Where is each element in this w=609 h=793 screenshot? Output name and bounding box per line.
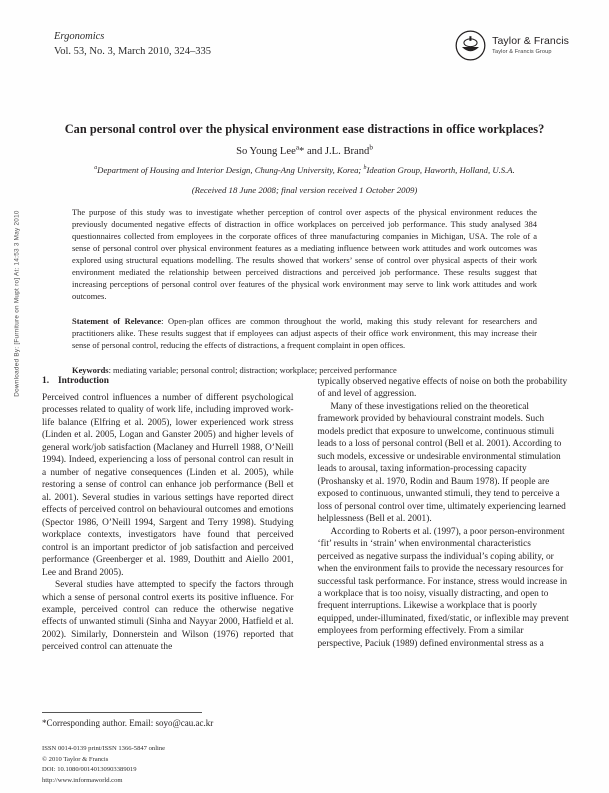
received-dates: (Received 18 June 2008; final version received 1 October 2009): [191, 184, 418, 195]
journal-masthead: [54, 30, 211, 59]
body-column-right: [318, 376, 570, 706]
publisher-name: Taylor & Francis: [492, 34, 569, 47]
copyright-line: © 2010 Taylor & Francis: [42, 755, 109, 763]
author-conjunction: and: [304, 145, 325, 157]
imprint-block: [42, 744, 165, 786]
download-stamp: Downloaded By: [Furniture on Mupt ro] At: 14:53 3 May 2010: [13, 210, 21, 397]
corresponding-author-marker: *: [299, 145, 305, 157]
journal-issue-line: Vol. 53, No. 3, March 2010, 324–335: [54, 46, 212, 58]
keywords: [72, 364, 537, 376]
statement-of-relevance-label: Statement of Relevance: [72, 316, 162, 326]
section-heading-introduction: [42, 376, 294, 386]
affiliation-list: [42, 164, 567, 176]
doi-line: DOI: 10.1080/00140130903389019: [42, 766, 137, 774]
paragraph: According to Roberts et al. (1997), a poor person-environment ‘fit’ results in ‘strain’ when environmental characteristics perceived as negative surpass the individual’s coping ability, or when the environment fails to provide the necessary resources for successful task performance. For instance, stress would increase in a workplace that is too noisy, visually distracting, and open to frequent interruptions. Likewise a workplace that is poorly equipped, under-illuminated, fixed/static, or inflexible may prevent employees from performing effectively. From a similar perspective, Paciuk (1989) defined environmental stress as a: [317, 526, 569, 649]
publisher-group: Taylor & Francis Group: [492, 48, 552, 55]
publisher-logo: [455, 30, 569, 61]
affiliation-a: Department of Housing and Interior Design, Chung-Ang University, Korea;: [97, 164, 364, 175]
taylor-francis-emblem-icon: [455, 30, 486, 61]
affiliation-b: Ideation Group, Haworth, Holland, U.S.A.: [366, 164, 515, 175]
author-name-1: So Young Lee: [236, 145, 296, 157]
author-1-affiliation-marker: a: [295, 143, 300, 152]
page-title: Can personal control over the physical environment ease distractions in office workplaces?: [64, 122, 545, 136]
title-block: [42, 121, 567, 195]
paragraph: Several studies have attempted to specify the factors through which a sense of personal control exerts its positive influence. For example, perceived control can reduce the otherwise negative effects of unwanted stimuli (Sinha and Nayyar 2000, Hatfield et al. 2002). Similarly, Donnerstein and Wilson (1976) reported that perceived control can attenuate the: [42, 580, 294, 653]
body-column-left: [42, 376, 294, 706]
issn-line: ISSN 0014-0139 print/ISSN 1366-5847 online: [42, 745, 166, 752]
keywords-text: : mediating variable; personal control; distraction; workplace; perceived performance: [108, 365, 397, 375]
abstract-text: The purpose of this study was to investigate whether perception of control over aspects of the physical environment reduces the previously documented negative effects of distraction in office workplaces on perceived job performance. This study analysed 384 questionnaires collected from employees in the corporate offices of three manufacturing companies in Michigan, USA. The role of a sense of personal control over physical environment features as a mediating influence between work attitudes and work outcomes was explored using structural equations modelling. The results showed that workers’ sense of control over physical aspects of their work environment mediated the relationship between perceived distractions and perceived job performance. These results suggest that increasing perceptions of personal control over features of the physical work environment may serve to link work attitudes and work outcomes.: [72, 207, 537, 301]
affiliation-b-marker: b: [363, 164, 367, 171]
statement-of-relevance: [72, 315, 537, 351]
statement-of-relevance-text: : Open-plan offices are common throughout the world, making this study relevant for researchers and practitioners alike. These results suggest that if employees can adjust aspects of their office work environment, this may increase their sense of personal control, reducing the effects of distractions, a frequent complaint in open offices.: [72, 316, 537, 350]
affiliation-a-marker: a: [94, 164, 98, 171]
abstract-block: [72, 206, 537, 376]
author-2-affiliation-marker: b: [369, 143, 373, 152]
author-name-2: J.L. Brand: [324, 145, 370, 157]
author-list: [42, 143, 567, 157]
journal-name: Ergonomics: [54, 31, 105, 42]
body-columns: [42, 376, 569, 706]
section-number: 1.: [42, 376, 50, 386]
paragraph: typically observed negative effects of noise on both the probability of and level of aggression.: [317, 377, 568, 400]
section-title: Introduction: [58, 376, 109, 386]
corresponding-author-note: *Corresponding author. Email: soyo@cau.ac.kr: [42, 718, 214, 728]
footnote-divider: [42, 712, 202, 713]
publisher-logo-text: [492, 36, 569, 55]
paragraph: Perceived control influences a number of different psychological processes related to quality of work life, including improved work-life balance (Elfring et al. 2005), lower experienced work stress (Linden et al. 2005, Logan and Ganster 2005) and higher levels of general work/job satisfaction (Maclaney and Hurrell 1988, O’Neill 1994). Indeed, experiencing a loss of personal control can result in a number of negative consequences (Linden et al. 2005), while restoring a sense of control can enhance job performance (Bell et al. 2001). Several studies in various settings have reported direct effects of perceived control on behavioural outcomes and emotions (Spector 1986, O’Neill 1994, Sargent and Terry 1998). Studying workplace contexts, investigators have found that perceived control is an important predictor of job satisfaction and perceived performance (Greenberger et al. 1989, Douthitt and Aiello 2001, Lee and Brand 2005).: [42, 393, 294, 578]
keywords-label: Keywords: [72, 365, 109, 375]
paragraph: Many of these investigations relied on the theoretical framework provided by behavioural constraint models. Such models predict that exposure to unwelcome, continuous stimuli leads to a loss of personal control (Bell et al. 2001). According to such models, excessive or undesirable environmental stimulation leads to arousal, taxing information-processing capacity (Proshansky et al. 1970, Rodin and Baum 1978). If people are exposed to continuous, unwanted stimuli, they tend to perceive a loss of personal control over time, ultimately experiencing learned helplessness (Bell et al. 2001).: [317, 401, 566, 525]
website-line: http://www.informaworld.com: [42, 776, 123, 784]
